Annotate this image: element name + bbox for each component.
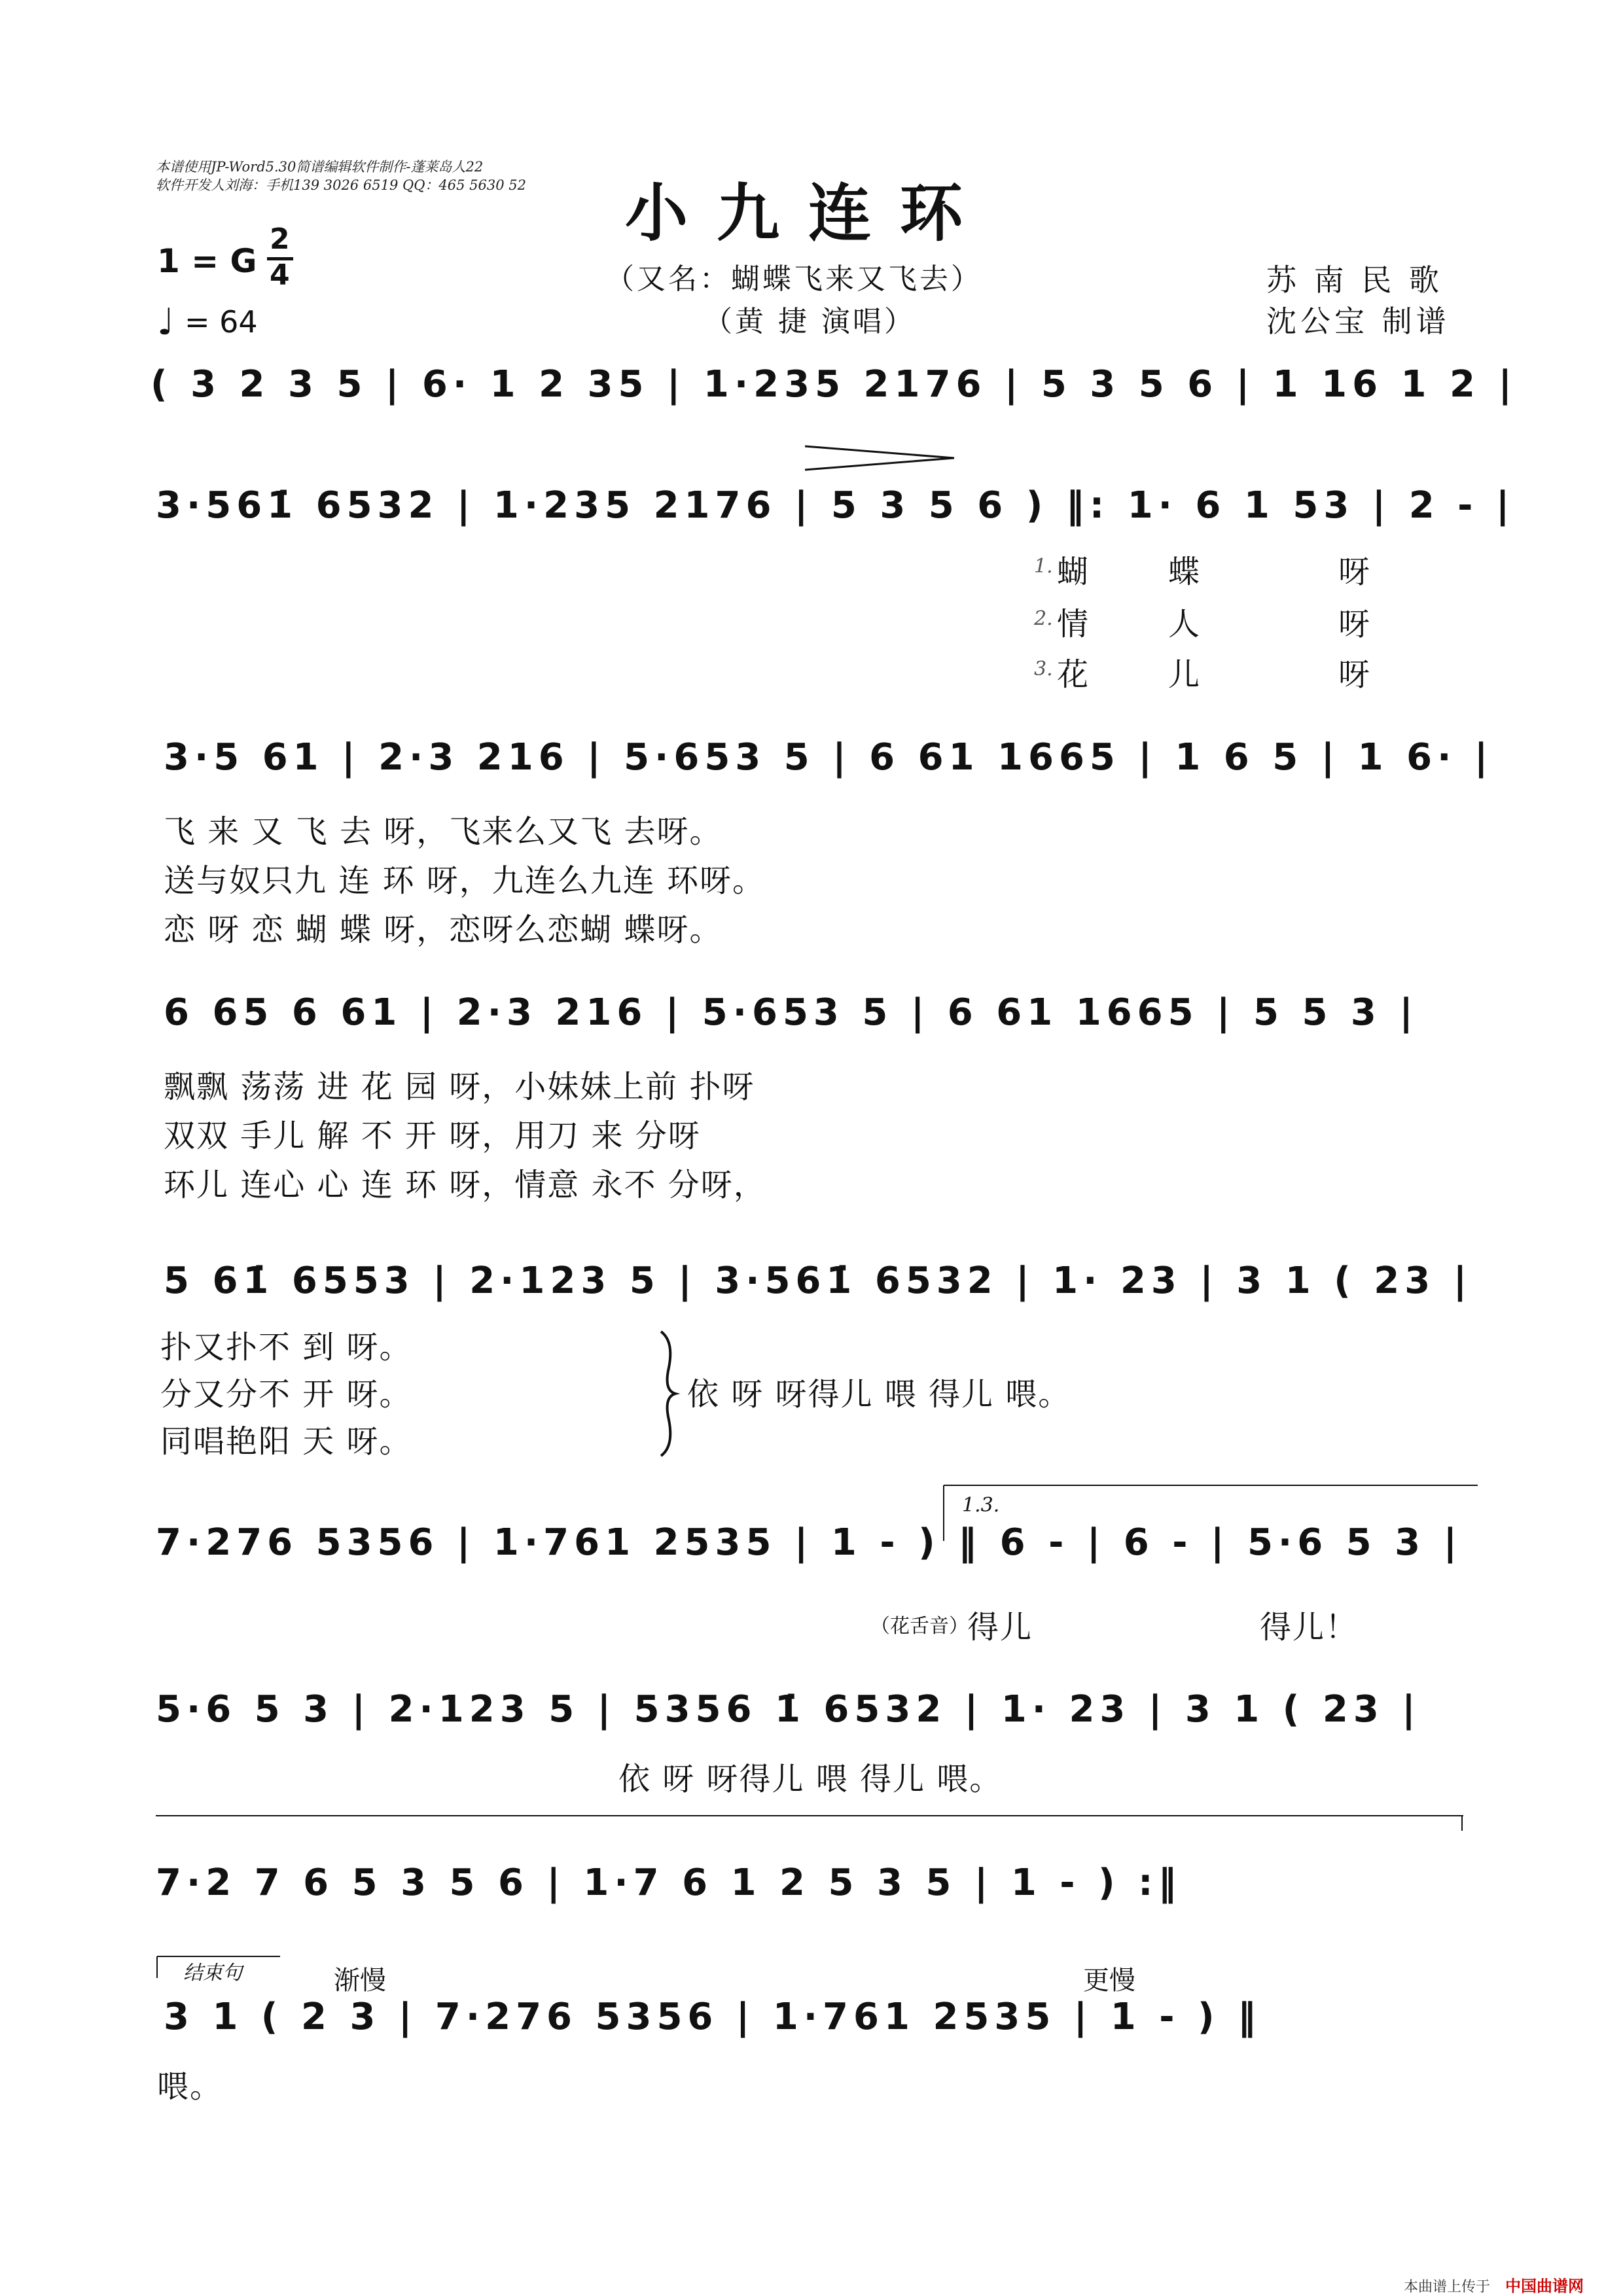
refrain-lyric: 依 呀 呀得儿 喂 得儿 喂。 [687,1376,1071,1413]
row-4-lyrics-verse-3: 环儿 连心 心 连 环 呀，情意 永不 分呀， [164,1167,766,1203]
score-row-3: 3·5 61 | 2·3 216 | 5·653 5 | 6 61 1665 | 1 6 5 | 1 6· | [164,736,1493,779]
row-3-lyrics-verse-3: 恋 呀 恋 蝴 蝶 呀，恋呀么恋蝴 蝶呀。 [164,911,722,948]
coda-label: 结束句 [183,1962,242,1985]
time-signature-bottom: 4 [270,258,290,292]
row-3-lyrics-verse-2: 送与奴只九 连 环 呀，九连么九连 环呀。 [164,862,766,899]
tempo-mark-slower: 更慢 [1083,1966,1135,1996]
transcriber-label: 沈公宝 制谱 [1266,304,1450,339]
genre-label: 苏 南 民 歌 [1266,262,1443,298]
verse-number-1: 1. [1034,555,1053,578]
score-row-4: 6 65 6 61 | 2·3 216 | 5·653 5 | 6 61 1665 | 5 5 3 | [164,991,1418,1034]
row-9-lyric: 喂。 [157,2068,223,2105]
verse-2-word-b: 人 [1168,606,1200,643]
quarter-note-icon: ♩ [157,301,175,344]
verse-2-word-c: 呀 [1338,606,1370,643]
alternate-name: （又名：蝴蝶飞来又飞去） [605,262,982,296]
row-4-lyrics-verse-1: 飘飘 荡荡 进 花 园 呀，小妹妹上前 扑呀 [164,1069,755,1105]
row-5-lyrics-verse-3: 同唱艳阳 天 呀。 [160,1423,412,1460]
row-5-lyrics-verse-2: 分又分不 开 呀。 [160,1376,412,1413]
verse-number-3: 3. [1034,658,1053,680]
row-6-lyric-a: 得儿 [967,1609,1033,1646]
song-title: 小九连环 [625,176,991,250]
score-row-9: 3 1 ( 2 3 | 7·276 5356 | 1·761 2535 | 1 - ) ‖ [164,1996,1262,2038]
software-credit-line-2: 软件开发人刘海：手机139 3026 6519 QQ：465 5630 52 [156,177,527,193]
verse-3-word-a: 花 [1057,656,1089,693]
verse-1-word-a: 蝴 [1057,554,1089,590]
upload-note: 本曲谱上传于 [1404,2279,1491,2295]
row-7-lyrics: 依 呀 呀得儿 喂 得儿 喂。 [618,1761,1003,1797]
verse-1-word-b: 蝶 [1168,554,1200,590]
row-3-lyrics-verse-1: 飞 来 又 飞 去 呀，飞来么又飞 去呀。 [164,813,722,850]
decrescendo-mark [805,445,955,471]
score-row-1: ( 3 2 3 5 | 6· 1 2 35 | 1·235 2176 | 5 3 5 6 | 1 16 1 2 | [151,363,1517,406]
verse-3-word-b: 儿 [1168,656,1200,693]
tempo-mark-ritardando: 渐慢 [334,1966,386,1996]
row-4-lyrics-verse-2: 双双 手儿 解 不 开 呀，用刀 来 分呀 [164,1118,701,1154]
key-signature: 1 = G [157,242,257,280]
score-row-6: 7·276 5356 | 1·761 2535 | 1 - ) ‖ 6 - | 6 - | 5·6 5 3 | [156,1521,1463,1564]
verse-1-word-c: 呀 [1338,554,1370,590]
row-6-lyric-b: 得儿！ [1260,1609,1359,1646]
verse-2-word-a: 情 [1057,606,1089,643]
repeat-span-line [156,1812,1465,1832]
software-credit-line-1: 本谱使用JP-Word5.30简谱编辑软件制作-蓬莱岛人22 [156,159,484,175]
performer: （黄 捷 演唱） [704,305,916,338]
score-row-2: 3·561̇ 6532 | 1·235 2176 | 5 3 5 6 ) ‖: 1· 6 1 53 | 2 - | [156,484,1515,527]
volta-label: 1.3. [962,1494,1000,1517]
verse-3-word-c: 呀 [1338,656,1370,693]
score-row-5: 5 61̇ 6553 | 2·123 5 | 3·561̇ 6532 | 1· 23 | 3 1 ( 23 | [164,1260,1472,1302]
site-brand-logo: 中国曲谱网 [1505,2277,1584,2295]
score-row-7: 5·6 5 3 | 2·123 5 | 5356 1̇ 6532 | 1· 23 | 3 1 ( 23 | [156,1688,1421,1731]
row-5-lyrics-verse-1: 扑又扑不 到 呀。 [160,1329,412,1366]
verse-number-2: 2. [1034,607,1053,630]
verse-brace [654,1328,681,1459]
tempo-value: = 64 [185,304,258,340]
flutter-tongue-note: （花舌音） [870,1615,969,1638]
score-row-8: 7·2 7 6 5 3 5 6 | 1·7 6 1 2 5 3 5 | 1 - ) :‖ [156,1862,1182,1904]
time-signature-top: 2 [270,222,290,256]
